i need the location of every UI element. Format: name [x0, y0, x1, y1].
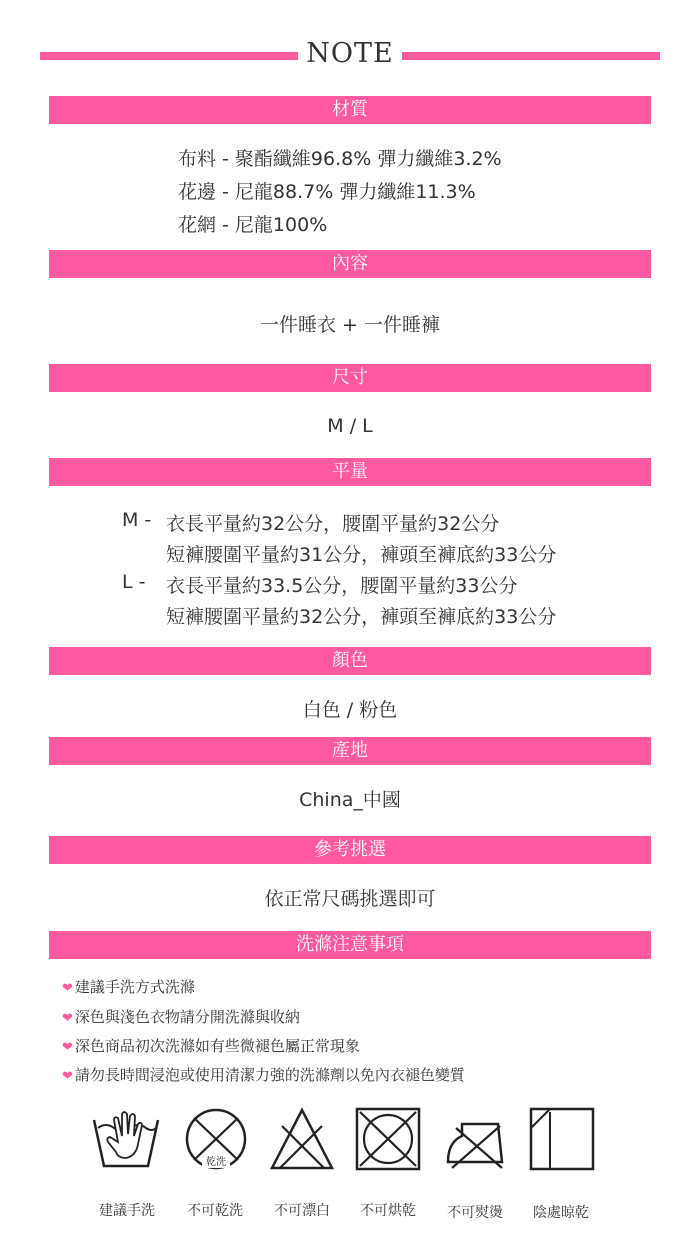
heart-icon: ❤ [62, 1011, 73, 1026]
care-item-text: 請勿長時間浸泡或使用清潔力強的洗滌劑以免內衣褪色變質 [74, 1066, 465, 1084]
shade-dry-icon [528, 1106, 596, 1172]
no-bleach-icon [268, 1106, 336, 1172]
material-line: 花邊 - 尼龍88.7% 彈力纖維11.3% [178, 181, 476, 203]
care-symbol-label: 不可烘乾 [360, 1203, 416, 1219]
care-list-item [62, 1035, 360, 1056]
section-heading-origin: 產地 [49, 737, 651, 765]
contents-text: 一件睡衣 + 一件睡褲 [260, 314, 440, 336]
care-symbol-label: 不可漂白 [274, 1203, 330, 1219]
section-heading-color: 顏色 [49, 647, 651, 675]
care-symbol-label: 建議手洗 [99, 1203, 155, 1219]
no-tumble-dry-icon [354, 1106, 422, 1172]
material-line: 布料 - 聚酯纖維96.8% 彈力纖維3.2% [178, 148, 502, 170]
heart-icon: ❤ [62, 1040, 73, 1055]
care-item-text: 建議手洗方式洗滌 [74, 978, 195, 996]
heart-icon: ❤ [62, 981, 73, 996]
size-text: M / L [327, 415, 373, 437]
no-dry-clean-icon [182, 1106, 250, 1172]
title-rule-right [402, 52, 660, 60]
origin-text: China_中國 [299, 789, 401, 811]
hand-wash-icon [92, 1106, 160, 1172]
size-l-line: 短褲腰圍平量約32公分，褲頭至褲底約33公分 [166, 606, 557, 628]
size-m-label: M - [122, 509, 152, 531]
section-heading-material: 材質 [49, 96, 651, 124]
section-heading-size: 尺寸 [49, 364, 651, 392]
title-rule-left [40, 52, 298, 60]
size-l-label: L - [122, 571, 146, 593]
material-line: 花網 - 尼龍100% [178, 214, 328, 236]
section-heading-care: 洗滌注意事項 [49, 931, 651, 959]
page-title: NOTE [306, 38, 394, 69]
no-iron-icon [442, 1106, 510, 1172]
note-title-row [40, 34, 660, 78]
color-text: 白色 / 粉色 [302, 699, 398, 721]
care-symbol-label: 不可乾洗 [187, 1203, 243, 1219]
care-item-text: 深色商品初次洗滌如有些微褪色屬正常現象 [74, 1037, 360, 1055]
size-m-line: 短褲腰圍平量約31公分，褲頭至褲底約33公分 [166, 544, 557, 566]
care-symbol-label: 不可熨燙 [447, 1205, 503, 1221]
size-m-line: 衣長平量約32公分，腰圍平量約32公分 [166, 513, 500, 535]
dry-clean-icon-text: 乾洗 [206, 1157, 226, 1168]
size-l-line: 衣長平量約33.5公分，腰圍平量約33公分 [166, 575, 518, 597]
care-list-item [62, 1006, 300, 1027]
reference-text: 依正常尺碼挑選即可 [264, 888, 436, 910]
care-list-item [62, 1064, 465, 1085]
care-symbol-label: 陰處晾乾 [533, 1205, 589, 1221]
care-item-text: 深色與淺色衣物請分開洗滌與收納 [74, 1008, 300, 1026]
section-heading-contents: 內容 [49, 250, 651, 278]
heart-icon: ❤ [62, 1069, 73, 1084]
section-heading-reference: 參考挑選 [49, 836, 651, 864]
section-heading-measure: 平量 [49, 458, 651, 486]
care-list-item [62, 976, 195, 997]
